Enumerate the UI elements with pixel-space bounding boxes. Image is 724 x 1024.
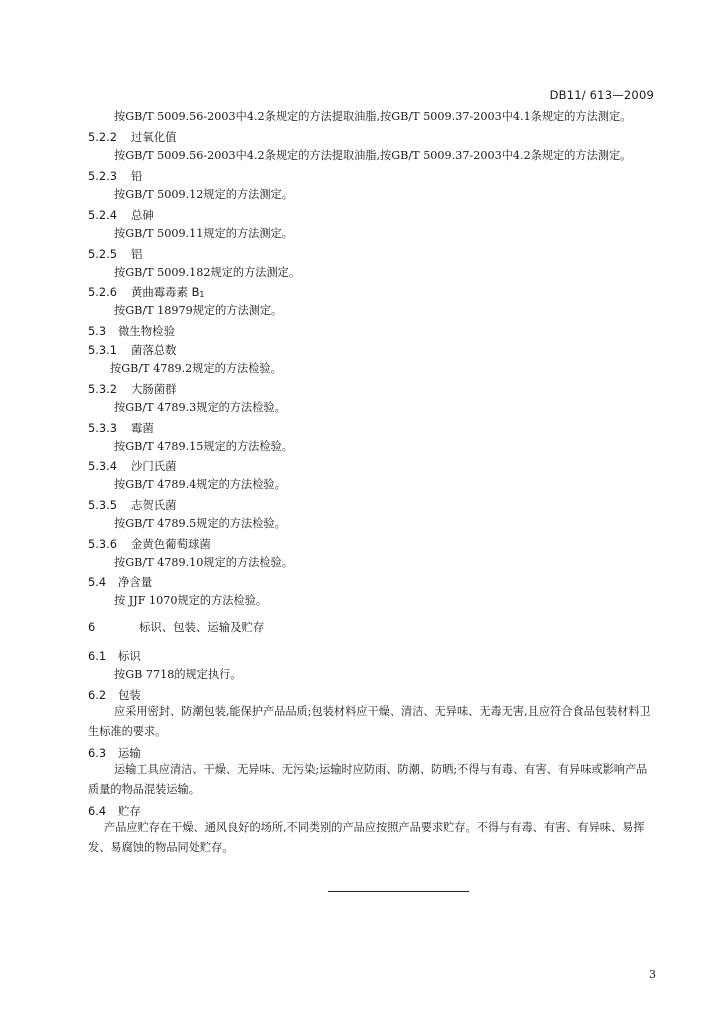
end-of-text-rule: [328, 891, 469, 892]
chapter-title: 标识、包装、运输及贮存: [139, 620, 265, 634]
section-number: 5.3.2: [88, 382, 117, 396]
section-heading-6-3: [88, 746, 141, 760]
section-heading-5-3-1: [88, 343, 177, 357]
section-heading-5-3-3: [88, 421, 154, 435]
chapter-heading-6: [88, 620, 264, 634]
section-title: 微生物检验: [118, 324, 175, 338]
method-text-aluminium: 按GB/T 5009.182规定的方法测定。: [114, 266, 301, 279]
section-title: 过氧化值: [131, 130, 177, 144]
section-title: 总砷: [131, 208, 154, 222]
section-heading-5-2-3: [88, 169, 142, 183]
section-title: 净含量: [118, 575, 153, 589]
section-number: 6.4: [88, 804, 107, 818]
section-heading-5-2-6: [88, 285, 204, 302]
method-text-net-content: 按 JJF 1070规定的方法检验。: [114, 594, 268, 607]
section-heading-5-3-5: [88, 498, 177, 512]
page-number: 3: [649, 968, 656, 981]
method-text-mould: 按GB/T 4789.15规定的方法检验。: [114, 440, 293, 453]
section-number: 5.2.3: [88, 169, 117, 183]
labeling-text: 按GB 7718的规定执行。: [114, 668, 242, 681]
method-text-arsenic: 按GB/T 5009.11规定的方法测定。: [114, 227, 293, 240]
transport-paragraph: 运输工具应清洁、干燥、无异味、无污染;运输时应防雨、防潮、防晒;不得与有毒、有害、有异味或影响产品质量的物品混装运输。: [88, 763, 648, 796]
section-number: 5.3.3: [88, 421, 117, 435]
method-text-lead: 按GB/T 5009.12规定的方法测定。: [114, 188, 293, 201]
section-heading-5-3-4: [88, 459, 177, 473]
section-heading-5-3-2: [88, 382, 177, 396]
section-title: 金黄色葡萄球菌: [131, 537, 211, 551]
section-heading-5-3: [88, 324, 175, 338]
section-number: 6.2: [88, 688, 107, 702]
section-number: 5.4: [88, 575, 107, 589]
section-number: 5.2.5: [88, 247, 117, 261]
section-heading-5-2-4: [88, 208, 154, 222]
section-title: 菌落总数: [131, 343, 177, 357]
section-number: 5.3.6: [88, 537, 117, 551]
section-title: 大肠菌群: [131, 382, 177, 396]
chapter-number: 6: [88, 620, 96, 634]
section-number: 5.2.4: [88, 208, 117, 222]
section-heading-6-2: [88, 688, 141, 702]
method-text-acid-value: 按GB/T 5009.56-2003中4.2条规定的方法提取油脂,按GB/T 5009.37-2003中4.1条规定的方法测定。: [114, 110, 632, 123]
section-number: 5.3.5: [88, 498, 117, 512]
section-title: 志贺氏菌: [131, 498, 177, 512]
storage-paragraph: 产品应贮存在干燥、通风良好的场所,不同类别的产品应按照产品要求贮存。不得与有毒、有害、有异味、易挥发、易腐蚀的物品同处贮存。: [88, 821, 645, 854]
section-title: 包装: [118, 688, 141, 702]
section-heading-6-1: [88, 649, 141, 663]
section-number: 5.2.2: [88, 130, 117, 144]
section-number: 6.1: [88, 649, 107, 663]
section-number: 5.3.4: [88, 459, 117, 473]
method-text-aflatoxin: 按GB/T 18979规定的方法测定。: [114, 304, 283, 317]
section-number: 6.3: [88, 746, 107, 760]
section-title: 沙门氏菌: [131, 459, 177, 473]
section-heading-5-4: [88, 575, 152, 589]
section-heading-6-4: [88, 804, 141, 818]
section-number: 5.3.1: [88, 343, 117, 357]
section-number: 5.3: [88, 324, 107, 338]
method-text-coliform: 按GB/T 4789.3规定的方法检验。: [114, 401, 286, 414]
section-title: 运输: [118, 746, 141, 760]
method-text-staphylococcus: 按GB/T 4789.10规定的方法检验。: [114, 556, 293, 569]
section-heading-5-2-2: [88, 130, 177, 144]
section-title: 铅: [131, 169, 143, 183]
section-title: 铝: [131, 247, 143, 261]
method-text-colony-count: 按GB/T 4789.2规定的方法检验。: [110, 362, 282, 375]
section-heading-5-2-5: [88, 247, 142, 261]
method-text-salmonella: 按GB/T 4789.4规定的方法检验。: [114, 478, 286, 491]
subscript: 1: [199, 290, 205, 299]
section-title: 贮存: [118, 804, 141, 818]
document-code: DB11/ 613—2009: [549, 88, 654, 102]
packaging-paragraph: 应采用密封、防潮包装,能保护产品品质;包装材料应干燥、清洁、无异味、无毒无害,且应符合食品包装材料卫生标准的要求。: [88, 705, 651, 738]
section-title: 黄曲霉毒素 B: [131, 285, 200, 299]
section-heading-5-3-6: [88, 537, 211, 551]
section-number: 5.2.6: [88, 285, 117, 299]
section-title: 标识: [118, 649, 141, 663]
section-title: 霉菌: [131, 421, 154, 435]
method-text-shigella: 按GB/T 4789.5规定的方法检验。: [114, 517, 286, 530]
method-text-peroxide: 按GB/T 5009.56-2003中4.2条规定的方法提取油脂,按GB/T 5009.37-2003中4.2条规定的方法测定。: [114, 149, 632, 162]
